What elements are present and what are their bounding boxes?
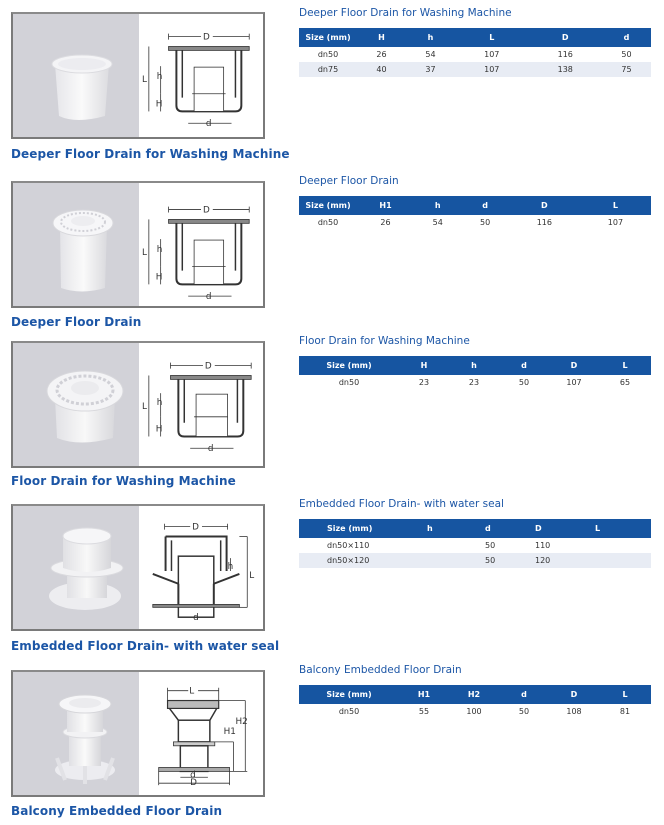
table-cell: 100: [466, 707, 482, 716]
drain-grated-cylinder-photo-icon: [13, 183, 139, 306]
label-H2: H2: [235, 717, 248, 728]
label-d: d: [205, 119, 212, 130]
drain-balcony-photo-icon: [13, 672, 139, 795]
label-L: L: [189, 686, 195, 697]
product-photo: [13, 343, 139, 466]
drain-short-grated-photo-icon: [13, 343, 139, 466]
col-header: L: [455, 28, 529, 47]
table-cell: 107: [607, 218, 624, 227]
table-cell: 107: [566, 378, 582, 387]
col-header: D: [509, 196, 580, 215]
table-cell: 23: [468, 378, 480, 387]
col-header: d: [499, 356, 549, 375]
spec-table: [299, 519, 651, 568]
table-cell: dn50: [338, 707, 360, 716]
table-row: [299, 62, 651, 77]
table-cell: 116: [536, 218, 552, 227]
col-header: d: [602, 28, 651, 47]
label-h: h: [156, 397, 163, 408]
table-cell: 50: [485, 541, 496, 550]
label-d: d: [190, 770, 196, 781]
product-photo: [13, 183, 139, 306]
label-d: d: [193, 613, 199, 624]
col-header: L: [599, 685, 651, 704]
label-d: d: [207, 444, 214, 455]
product-image-frame: [11, 181, 265, 308]
drain-cylinder-photo-icon: [13, 14, 139, 137]
table-cell: 108: [566, 707, 582, 716]
dimension-diagram: [139, 506, 263, 629]
col-header: Size (mm): [299, 356, 399, 375]
label-D: D: [204, 361, 212, 372]
table-cell: 116: [557, 50, 573, 59]
label-D: D: [202, 205, 210, 216]
table-cell: 65: [619, 378, 631, 387]
table-cell: 23: [418, 378, 430, 387]
label-h: h: [156, 244, 163, 255]
label-L: L: [141, 247, 147, 258]
product-image-frame: [11, 341, 265, 468]
spec-table: [299, 196, 651, 230]
label-h: h: [227, 561, 234, 572]
table-row: [299, 375, 651, 390]
table-cell: 110: [535, 541, 551, 550]
col-header: L: [580, 196, 651, 215]
col-header: H: [357, 28, 406, 47]
col-header: D: [549, 685, 599, 704]
table-cell: 54: [425, 50, 436, 59]
product-image-frame: [11, 504, 265, 631]
table-cell: dn75: [299, 62, 357, 77]
product-caption: Balcony Embedded Floor Drain: [11, 804, 223, 818]
product-caption: Deeper Floor Drain: [11, 315, 142, 329]
table-cell: 107: [484, 50, 500, 59]
table-cell: [399, 553, 485, 568]
table-header-row: [299, 28, 651, 47]
table-cell: [595, 538, 651, 553]
table-cell: 138: [529, 62, 603, 77]
label-D: D: [192, 522, 199, 533]
col-header: Size (mm): [299, 685, 399, 704]
spec-title: Deeper Floor Drain for Washing Machine: [299, 7, 512, 19]
col-header: h: [406, 28, 455, 47]
table-row: [299, 215, 651, 230]
table-header-row: [299, 196, 651, 215]
col-header: h: [449, 356, 499, 375]
table-cell: 40: [357, 62, 406, 77]
table-cell: 54: [432, 218, 443, 227]
product-photo: [13, 672, 139, 795]
label-H: H: [155, 424, 163, 435]
table-row: [299, 538, 651, 553]
table-row: [299, 553, 651, 568]
label-H: H: [155, 272, 163, 283]
product-caption: Floor Drain for Washing Machine: [11, 474, 236, 488]
col-header: Size (mm): [299, 28, 357, 47]
spec-table: [299, 356, 651, 390]
col-header: H1: [357, 196, 414, 215]
label-L: L: [141, 401, 147, 412]
table-cell: 26: [376, 50, 387, 59]
table-cell: 50: [621, 50, 632, 59]
spec-title: Balcony Embedded Floor Drain: [299, 664, 462, 676]
table-cell: 26: [380, 218, 391, 227]
dimension-diagram: [139, 343, 263, 466]
label-D: D: [190, 778, 197, 789]
table-cell: dn50: [338, 378, 360, 387]
table-cell: dn50: [317, 218, 339, 227]
col-header: Size (mm): [299, 519, 399, 538]
spec-table: [299, 28, 651, 77]
product-photo: [13, 506, 139, 629]
table-cell: 50: [485, 553, 535, 568]
spec-table: [299, 685, 651, 719]
product-image-frame: [11, 12, 265, 139]
col-header: d: [485, 519, 535, 538]
label-D: D: [202, 32, 210, 43]
drain-embedded-flange-photo-icon: [13, 506, 139, 629]
col-header: D: [529, 28, 603, 47]
table-cell: 50: [518, 707, 530, 716]
dimension-diagram: [139, 14, 263, 137]
table-cell: 50: [480, 218, 491, 227]
table-cell: 75: [602, 62, 651, 77]
table-cell: 120: [535, 553, 595, 568]
spec-title: Embedded Floor Drain- with water seal: [299, 498, 504, 510]
table-row: [299, 704, 651, 719]
dimension-diagram: [139, 183, 263, 306]
col-header: D: [549, 356, 599, 375]
label-H1: H1: [223, 726, 236, 737]
table-row: [299, 47, 651, 62]
label-h: h: [156, 71, 163, 82]
col-header: L: [595, 519, 651, 538]
table-header-row: [299, 685, 651, 704]
table-header-row: [299, 519, 651, 538]
col-header: d: [461, 196, 508, 215]
table-cell: dn50×110: [327, 541, 370, 550]
dimension-diagram: [139, 672, 263, 795]
label-L: L: [249, 570, 255, 581]
table-cell: 50: [518, 378, 530, 387]
table-cell: [399, 538, 485, 553]
col-header: h: [414, 196, 461, 215]
col-header: d: [499, 685, 549, 704]
label-H: H: [155, 99, 163, 110]
col-header: H2: [449, 685, 499, 704]
product-image-frame: [11, 670, 265, 797]
col-header: D: [535, 519, 595, 538]
col-header: L: [599, 356, 651, 375]
table-cell: 107: [455, 62, 529, 77]
col-header: H: [399, 356, 449, 375]
table-cell: [595, 553, 651, 568]
col-header: H1: [399, 685, 449, 704]
label-d: d: [205, 292, 212, 303]
table-header-row: [299, 356, 651, 375]
table-cell: 81: [619, 707, 631, 716]
table-cell: dn50×120: [299, 553, 399, 568]
product-photo: [13, 14, 139, 137]
table-cell: dn50: [317, 50, 339, 59]
col-header: h: [399, 519, 485, 538]
table-cell: 37: [406, 62, 455, 77]
product-caption: Deeper Floor Drain for Washing Machine: [11, 147, 290, 161]
product-caption: Embedded Floor Drain- with water seal: [11, 639, 280, 653]
spec-title: Floor Drain for Washing Machine: [299, 335, 470, 347]
table-cell: 55: [418, 707, 430, 716]
spec-title: Deeper Floor Drain: [299, 175, 399, 187]
label-L: L: [141, 74, 147, 85]
col-header: Size (mm): [299, 196, 357, 215]
